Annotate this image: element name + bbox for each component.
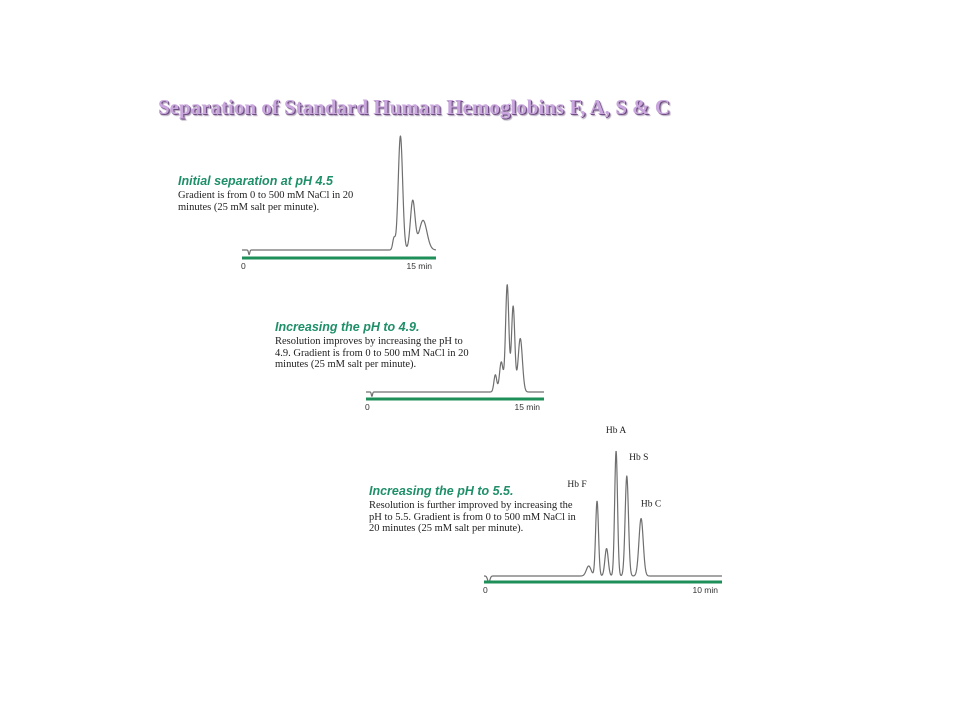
panel-description: Gradient is from 0 to 500 mM NaCl in 20 minutes (25 mM salt per minute). — [178, 190, 354, 213]
peak-label-hb-s: Hb S — [629, 453, 649, 463]
peak-label-hb-a: Hb A — [605, 426, 627, 436]
x-axis-end-label: 10 min — [692, 585, 718, 595]
chromatogram-chart — [272, 280, 552, 422]
x-axis-end-label: 15 min — [514, 402, 540, 412]
x-axis-start-label: 0 — [483, 585, 488, 595]
chromatogram-chart — [176, 130, 460, 279]
panel-heading: Increasing the pH to 5.5. — [369, 484, 514, 498]
x-axis-end-label: 15 min — [406, 261, 432, 271]
chromatogram-panel-ph-5-5 — [366, 426, 736, 607]
chromatogram-trace — [366, 285, 544, 397]
panel-description: Resolution is further improved by increasing the pH to 5.5. Gradient is from 0 to 500 mM NaCl in 20 minutes (25 mM salt per minute). — [369, 500, 576, 534]
chromatogram-trace — [242, 136, 436, 255]
chromatogram-trace — [484, 452, 722, 583]
chromatogram-panel-ph-4-5 — [176, 130, 460, 279]
chromatogram-panel-ph-4-9 — [272, 280, 552, 422]
peak-label-hb-c: Hb C — [640, 499, 662, 510]
panel-heading: Increasing the pH to 4.9. — [275, 320, 420, 334]
panel-heading: Initial separation at pH 4.5 — [178, 174, 333, 188]
x-axis-start-label: 0 — [365, 402, 370, 412]
x-axis-start-label: 0 — [241, 261, 246, 271]
chromatogram-chart — [366, 426, 736, 607]
peak-label-hb-f: Hb F — [567, 480, 587, 490]
page-title: Separation of Standard Human Hemoglobins F, A, S & C — [158, 95, 671, 119]
panel-description: Resolution improves by increasing the pH to 4.9. Gradient is from 0 to 500 mM NaCl in 20 minutes (25 mM salt per minute). — [275, 336, 469, 370]
